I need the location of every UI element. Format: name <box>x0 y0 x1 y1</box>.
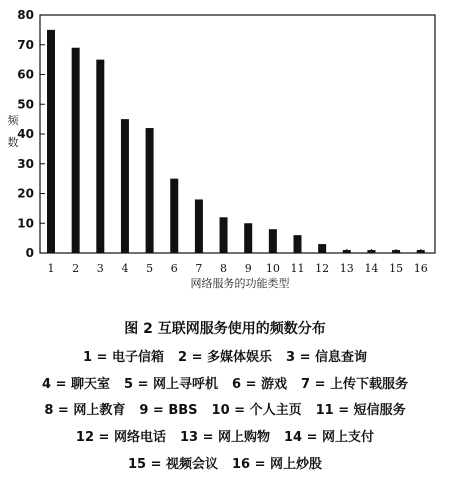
legend-item: 13 = 网上购物 <box>179 430 271 445</box>
x-tick-label: 12 <box>315 262 330 275</box>
y-tick-label: 0 <box>25 246 34 260</box>
y-tick-label: 10 <box>17 216 34 231</box>
legend-line <box>0 399 450 418</box>
legend-line <box>0 453 450 472</box>
x-tick-label: 2 <box>72 262 80 275</box>
legend-item: 8 = 网上教育 <box>44 403 126 418</box>
legend-line <box>0 373 450 392</box>
x-tick-label: 6 <box>170 262 178 275</box>
x-tick-label: 13 <box>339 262 354 275</box>
legend-item: 3 = 信息查询 <box>286 350 367 365</box>
y-tick-label: 20 <box>17 186 34 201</box>
legend-line <box>0 426 450 445</box>
x-tick-label: 14 <box>364 262 379 275</box>
bar <box>220 217 228 253</box>
legend-item: 16 = 网上炒股 <box>232 457 323 472</box>
figure-caption: 图 2 互联网服务使用的频数分布 <box>124 321 326 337</box>
x-tick-label: 4 <box>121 262 129 275</box>
x-tick-label: 7 <box>195 262 203 275</box>
legend-item: 6 = 游戏 <box>232 377 287 392</box>
y-axis-label: 频 <box>7 114 19 127</box>
y-tick-label: 80 <box>17 8 34 22</box>
bar <box>244 223 252 253</box>
x-tick-label: 1 <box>47 262 55 275</box>
legend-item: 15 = 视频会议 <box>127 457 218 472</box>
legend-line <box>0 346 450 365</box>
legend-item: 2 = 多媒体娱乐 <box>178 350 272 365</box>
x-tick-label: 16 <box>413 262 428 275</box>
y-tick-label: 40 <box>17 127 34 141</box>
x-tick-label: 9 <box>244 262 252 275</box>
legend-item: 5 = 网上寻呼机 <box>124 377 218 392</box>
x-tick-label: 8 <box>220 262 228 275</box>
y-axis-label: 数 <box>7 136 19 149</box>
bar <box>47 30 55 253</box>
x-tick-label: 15 <box>389 262 404 275</box>
bar <box>170 179 178 253</box>
y-tick-label: 50 <box>17 97 34 112</box>
legend-item: 9 = BBS <box>139 403 198 418</box>
legend-item: 7 = 上传下载服务 <box>301 377 408 392</box>
bar <box>121 119 129 253</box>
legend-item: 1 = 电子信箱 <box>83 350 164 365</box>
y-tick-label: 60 <box>17 67 34 82</box>
y-tick-label: 70 <box>17 37 34 52</box>
bar <box>146 128 154 253</box>
x-tick-label: 10 <box>265 262 280 275</box>
bar <box>96 60 104 253</box>
y-tick-label: 30 <box>17 156 34 171</box>
legend-item: 12 = 网络电话 <box>75 430 166 445</box>
legend-item: 11 = 短信服务 <box>315 403 406 418</box>
x-tick-label: 3 <box>96 262 104 275</box>
legend-item: 4 = 聊天室 <box>42 377 110 392</box>
legend-item: 10 = 个人主页 <box>211 403 302 418</box>
bar <box>195 199 203 253</box>
x-axis-label: 网络服务的功能类型 <box>190 277 290 290</box>
x-tick-label: 11 <box>290 262 305 275</box>
x-tick-label: 5 <box>146 262 154 275</box>
legend-item: 14 = 网上支付 <box>284 430 375 445</box>
bar <box>72 48 80 253</box>
